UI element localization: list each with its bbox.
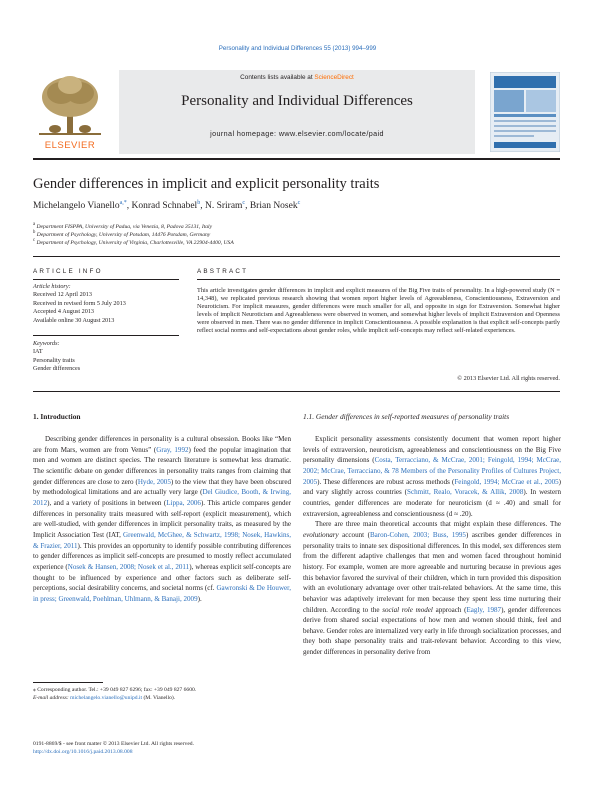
email-suffix: (M. Vianello).: [142, 695, 176, 701]
sciencedirect-link[interactable]: ScienceDirect: [314, 74, 354, 81]
citation-link[interactable]: Feingold, 1994; McCrae et al., 2005: [454, 477, 559, 486]
keyword-item: Personality traits: [33, 356, 75, 364]
affiliation-text: Department FISPPA, University of Padua, via Venezia, 8, Padova 35131, Italy: [36, 223, 213, 230]
author-name: Brian Nosek: [249, 201, 298, 212]
email-label: E-mail address:: [33, 695, 71, 701]
affiliation-mark: b: [33, 230, 36, 235]
copyright-notice: © 2013 Elsevier Ltd. All rights reserved.: [457, 375, 560, 382]
abstract-heading: ABSTRACT: [197, 268, 249, 275]
author-marks[interactable]: c: [297, 200, 301, 206]
abstract-rule: [197, 279, 560, 280]
text-run: ). These differences are robust across methods (: [317, 477, 455, 486]
body-column-right: [303, 434, 561, 658]
citation-link[interactable]: Nosek & Hansen, 2008; Nosek et al., 2011: [67, 562, 190, 571]
paragraph: [33, 434, 291, 605]
keywords: [33, 340, 80, 374]
text-run: ) and vary slightly across countries (: [303, 477, 561, 497]
author-name: Michelangelo Vianello: [33, 201, 120, 212]
email-link[interactable]: michelangelo.vianello@unipd.it: [70, 695, 143, 701]
issn-block: [33, 740, 194, 756]
footnote-rule: [33, 682, 103, 683]
text-run: approach (: [432, 605, 467, 614]
contents-line: [119, 74, 475, 81]
article-history: [33, 283, 126, 325]
text-run: ), gender differences derive from shared social expectations of how men and women should think, feel and behave. Gender roles are internalized very early in life through socialization processes, and they both shape personality traits and trait-relevant behavior. According to this view, gender differences in personality derive from: [303, 605, 561, 657]
text-run: There are three main theoretical accounts that might explain these differences. The: [315, 520, 561, 529]
affiliation-text: Department of Psychology, University of Potsdam, 14476 Potsdam, Germany: [36, 231, 211, 238]
keywords-label: Keywords:: [33, 340, 60, 347]
citation-link[interactable]: Del Giudice, Booth, & Irwing, 2012: [33, 488, 291, 507]
issn-line: 0191-8869/$ - see front matter © 2013 Elsevier Ltd. All rights reserved.: [33, 741, 194, 747]
contents-prefix: Contents lists available at: [240, 74, 315, 81]
article-info-heading: ARTICLE INFO: [33, 268, 103, 275]
affiliation: [33, 238, 234, 246]
author-list: Michelangelo Vianello$^{a,*}$, Konrad Schnabel$^b$, N. Sriram$^c$, Brian Nosek$^c$: [33, 200, 301, 212]
history-item: Received in revised form 5 July 2013: [33, 299, 126, 307]
citation-link[interactable]: Gawronski & De Houwer, in press; Greenwald, Poehlman, Uhlmann, & Banaji, 2009: [33, 584, 291, 603]
affiliation: [33, 230, 210, 238]
body-column-left: [33, 434, 291, 605]
affiliation-mark: c: [33, 238, 36, 243]
citation-link[interactable]: Baron-Cohen, 2003; Buss, 1995: [369, 530, 466, 539]
affiliation-mark: a: [33, 222, 36, 227]
text-run: ) ascribes gender differences in personality traits to innate sex dispositional differences. In this model, sex differences stem from the different adaptive challenges that men and women faced throughout hominid history. For example, women are more agreeable and nurturing because in previous ages this behavior favored the survival of their children, which in turn provided this disposition with an evolutionary advantage over other trait-related behaviors. At the same time, this behavior was adaptively irrelevant for men because they spent less time nurturing their children. According to the: [303, 530, 561, 614]
doi-link[interactable]: http://dx.doi.org/10.1016/j.paid.2013.08.008: [33, 749, 133, 755]
author-marks[interactable]: a,*: [119, 200, 127, 206]
history-item: Available online 30 August 2013: [33, 316, 115, 324]
citation-link[interactable]: Eagly, 1987: [466, 605, 502, 614]
article-info-rule: [33, 279, 179, 280]
journal-cover-image: [490, 72, 560, 152]
keyword-item: Gender differences: [33, 365, 81, 373]
author-name: Konrad Schnabel: [131, 201, 198, 212]
history-item: Received 12 April 2013: [33, 291, 92, 299]
elsevier-logo-icon: [33, 73, 107, 149]
citation-link[interactable]: Greenwald, McGhee, & Schwartz, 1998; Nosek, Hawkins, & Frazier, 2011: [33, 530, 291, 550]
header-rule: [33, 158, 560, 160]
text-run: ), whereas explicit self-concepts are thought to be influenced by experience and other factors such as deliberate self-perceptions, social desirability concerns, and societal norms (cf.: [33, 562, 291, 593]
affiliation-rule: [33, 256, 560, 257]
history-label: Article history:: [33, 283, 71, 290]
homepage-link[interactable]: www.elsevier.com/locate/paid: [278, 129, 384, 138]
text-run: ) feed the popular imagination that men and women are distinct species. The research literature is somewhat less dramatic. The scientific debate on gender differences in personality traits ranges from claiming that gender differences are close to zero (: [33, 445, 291, 486]
corresponding-author-note: ⁎ Corresponding author. Tel.: +39 049 827 6296; fax: +39 049 827 6600.: [33, 687, 197, 693]
journal-homepage: [119, 129, 475, 138]
text-run: ). In western countries, gender differences are moderate for neuroticism (d ≈ .40) and small for extraversion, agreeableness and conscientiousness (d ≈ .20).: [303, 488, 561, 518]
text-run: ).: [197, 594, 202, 603]
author-name: N. Sriram: [204, 201, 243, 212]
text-run: ), and a variety of positions in between (: [47, 498, 167, 507]
citation-link[interactable]: Lippa, 2006: [166, 498, 201, 507]
author-marks[interactable]: c: [242, 200, 246, 206]
text-run: ) to the view that they have been obscured by methodological limitations and are actually very large (: [33, 477, 291, 497]
article-title: Gender differences in implicit and explicit personality traits: [33, 176, 380, 192]
homepage-prefix: journal homepage:: [210, 129, 279, 138]
text-run: Describing gender differences in personality is a cultural obsession. Books like “Men are from Mars, women are from Venus” (: [33, 435, 291, 454]
citation-link[interactable]: Schmitt, Realo, Voracek, & Allik, 2008: [407, 488, 524, 497]
citation-link[interactable]: Hyde, 2005: [137, 477, 171, 486]
author-marks[interactable]: b: [197, 200, 201, 206]
citation-link[interactable]: Costa, Terracciano, & McCrae, 2001; Feingold, 1994; McCrae, 2002; McCrae, Terracciano, & 78 Members of the Personality Profiles of Cultures Project, 2005: [303, 456, 561, 486]
text-run: Explicit personality assessments consistently document that women report higher levels of extraversion, neuroticism, agreeableness and conscientiousness on the Big Five personality dimensions (: [303, 435, 561, 465]
history-item: Accepted 4 August 2013: [33, 308, 95, 316]
keyword-item: IAT: [33, 348, 43, 356]
keywords-rule: [33, 335, 179, 336]
journal-title: Personality and Individual Differences: [181, 93, 413, 109]
email-note: [33, 694, 175, 702]
text-run: ). This article compares gender differences in personality traits measured with self-report (explicit measurement), which are well-studied, with gender differences in implicit personality traits, as measured by the Implicit Association Test (IAT,: [33, 498, 291, 539]
affiliation: [33, 222, 212, 230]
emphasis: social role model: [382, 605, 433, 614]
journal-citation[interactable]: Personality and Individual Differences 55 (2013) 994–999: [218, 45, 377, 52]
journal-header-banner: [119, 70, 475, 154]
paragraph: [303, 434, 561, 519]
abstract-bottom-rule: [33, 391, 560, 392]
affiliation-text: Department of Psychology, University of Virginia, Charlottesville, VA 22904-4400, USA: [36, 239, 234, 246]
subsection-heading: 1.1. Gender differences in self-reported measures of personality traits: [303, 412, 510, 421]
abstract-text: This article investigates gender differences in implicit and explicit measures of the Big Five traits of personality. In a high-powered study (N = 14,348), we replicated previous research showing that women report higher levels of Agreeableness, Conscientiousness, Extraversion and Neuroticism. For implicit measures, gender differences were much smaller for all, and opposite in sign for Extraversion. Somewhat higher levels of implicit Neuroticism and Agreeableness were observed in women, and somewhat higher levels of implicit Extraversion and Openness were observed in men. There was no gender difference in implicit Conscientiousness. A possible explanation is that explicit self-concepts partly reflect social norms and self-expectations about gender roles, while implicit self-concepts may reflect self-related experiences.: [197, 287, 560, 335]
text-run: ). This provides an opportunity to identify possible contributing differences to gender differences as implicit self-concepts are presumed to mostly reflect accumulated experience (: [33, 541, 291, 571]
paragraph: [303, 519, 561, 658]
emphasis: evolutionary: [303, 530, 339, 539]
citation-link[interactable]: Gray, 1992: [156, 445, 189, 454]
section-heading-introduction: 1. Introduction: [33, 412, 81, 421]
elsevier-logo-text: ELSEVIER: [44, 140, 96, 151]
text-run: account (: [338, 530, 370, 539]
